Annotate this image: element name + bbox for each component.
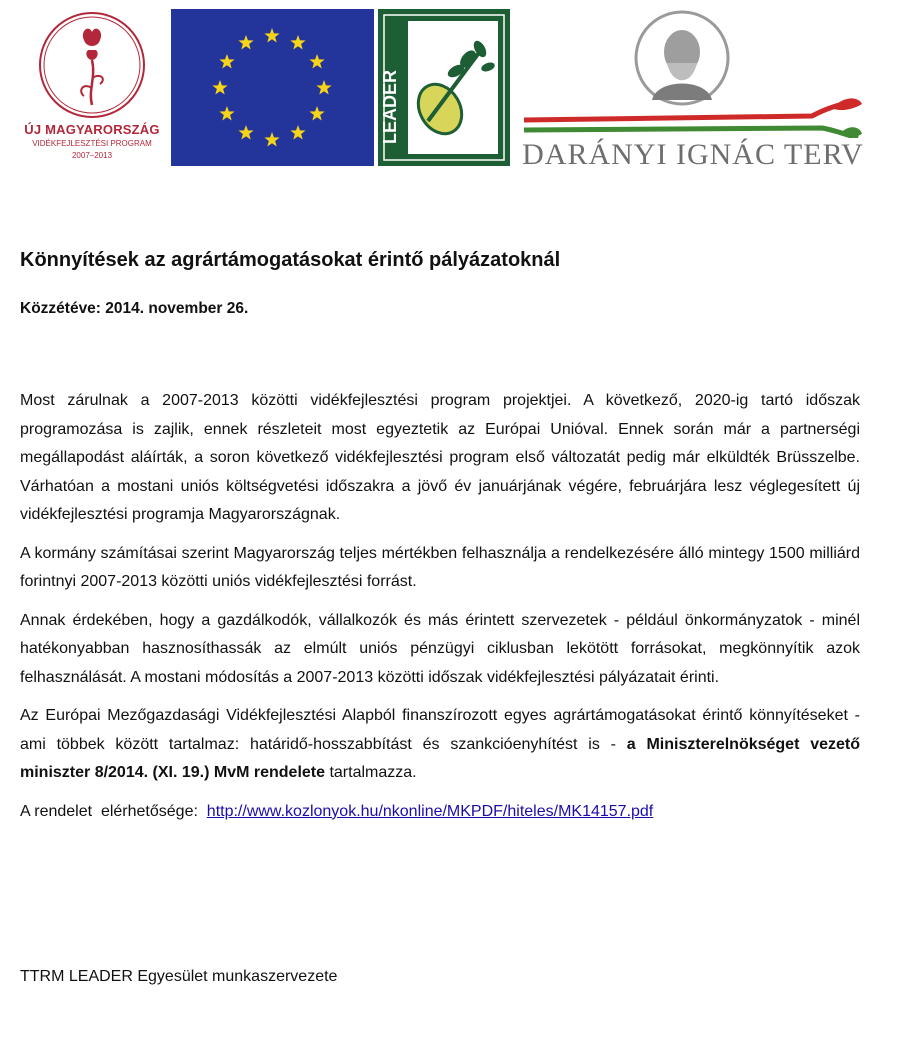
paragraph-4 [20, 702, 860, 788]
leader-logo [378, 9, 510, 166]
daranyi-title: DARÁNYI IGNÁC TERV [522, 138, 864, 171]
umvp-years: 2007–2013 [71, 151, 113, 160]
regulation-reference: a Miniszterelnökséget vezető miniszter 8/2014. (XI. 19.) MvM rendelete [20, 735, 861, 781]
leader-text: LEADER [380, 69, 400, 144]
rose-emblem-icon [18, 10, 166, 120]
publish-date: Közzétéve: 2014. november 26. [20, 300, 249, 317]
link-label: A rendelet elérhetősége: [20, 802, 207, 820]
footer-signature: TTRM LEADER Egyesület munkaszervezete [20, 968, 338, 985]
portrait-emblem-icon [522, 8, 864, 138]
paragraph-1: Most zárulnak a 2007-2013 közötti vidékfejlesztési program projektjei. A következő, 2020-ig tartó időszak programozása is zajlik, ennek részleteit most egyeztetik az Európai Unióval. Ennek során már a partnerségi megállapodást aláírták, a soron következő vidékfejlesztési program első változatát pedig már elküldték Brüsszelbe. Várhatóan a mostani uniós költségvetési időszakra a jövő év januárjának végére, februárjára lesz véglegesített új vidékfejlesztési programja Magyarországnak. [20, 392, 860, 523]
uj-magyarorszag-logo [18, 10, 166, 170]
paragraph-3: Annak érdekében, hogy a gazdálkodók, vállalkozók és más érintett szervezetek - például önkormányzatok - minél hatékonyabban hasznosíthassák az elmúlt uniós pénzügyi ciklusban lekötött forrásokat, megkönnyítik azok felhasználását. A mostani módosítás a 2007-2013 közötti időszak vidékfejlesztési pályázatait érinti. [20, 611, 860, 686]
daranyi-ignac-terv-logo [522, 8, 864, 170]
paragraph-4-end: tartalmazza. [325, 764, 417, 781]
leader-emblem-icon [378, 9, 510, 166]
article-title: Könnyítések az agrártámogatásokat érintő pályázatoknál [20, 249, 561, 271]
article [20, 246, 860, 826]
umvp-subtitle: VIDÉKFEJLESZTÉSI PROGRAM [32, 139, 152, 148]
logo-strip [0, 0, 900, 180]
umvp-title: ÚJ MAGYARORSZÁG [24, 122, 160, 137]
paragraph-2: A kormány számításai szerint Magyarország teljes mértékben felhasználja a rendelkezésére álló mintegy 1500 milliárd forintnyi 2007-2013 közötti uniós vidékfejlesztési forrást. [20, 544, 860, 590]
regulation-link-line [20, 798, 860, 827]
paragraph-4-text: Az Európai Mezőgazdasági Vidékfejlesztési Alapból finanszírozott egyes agrártámogatásokat érintő könnyítéseket - ami többek között tartalmaz: határidő-hosszabbítást és szankcióenyhítést is - [20, 707, 860, 753]
eu-flag-logo [171, 9, 374, 166]
eu-flag-icon [171, 9, 374, 166]
regulation-link[interactable]: http://www.kozlonyok.hu/nkonline/MKPDF/hiteles/MK14157.pdf [206, 802, 654, 820]
